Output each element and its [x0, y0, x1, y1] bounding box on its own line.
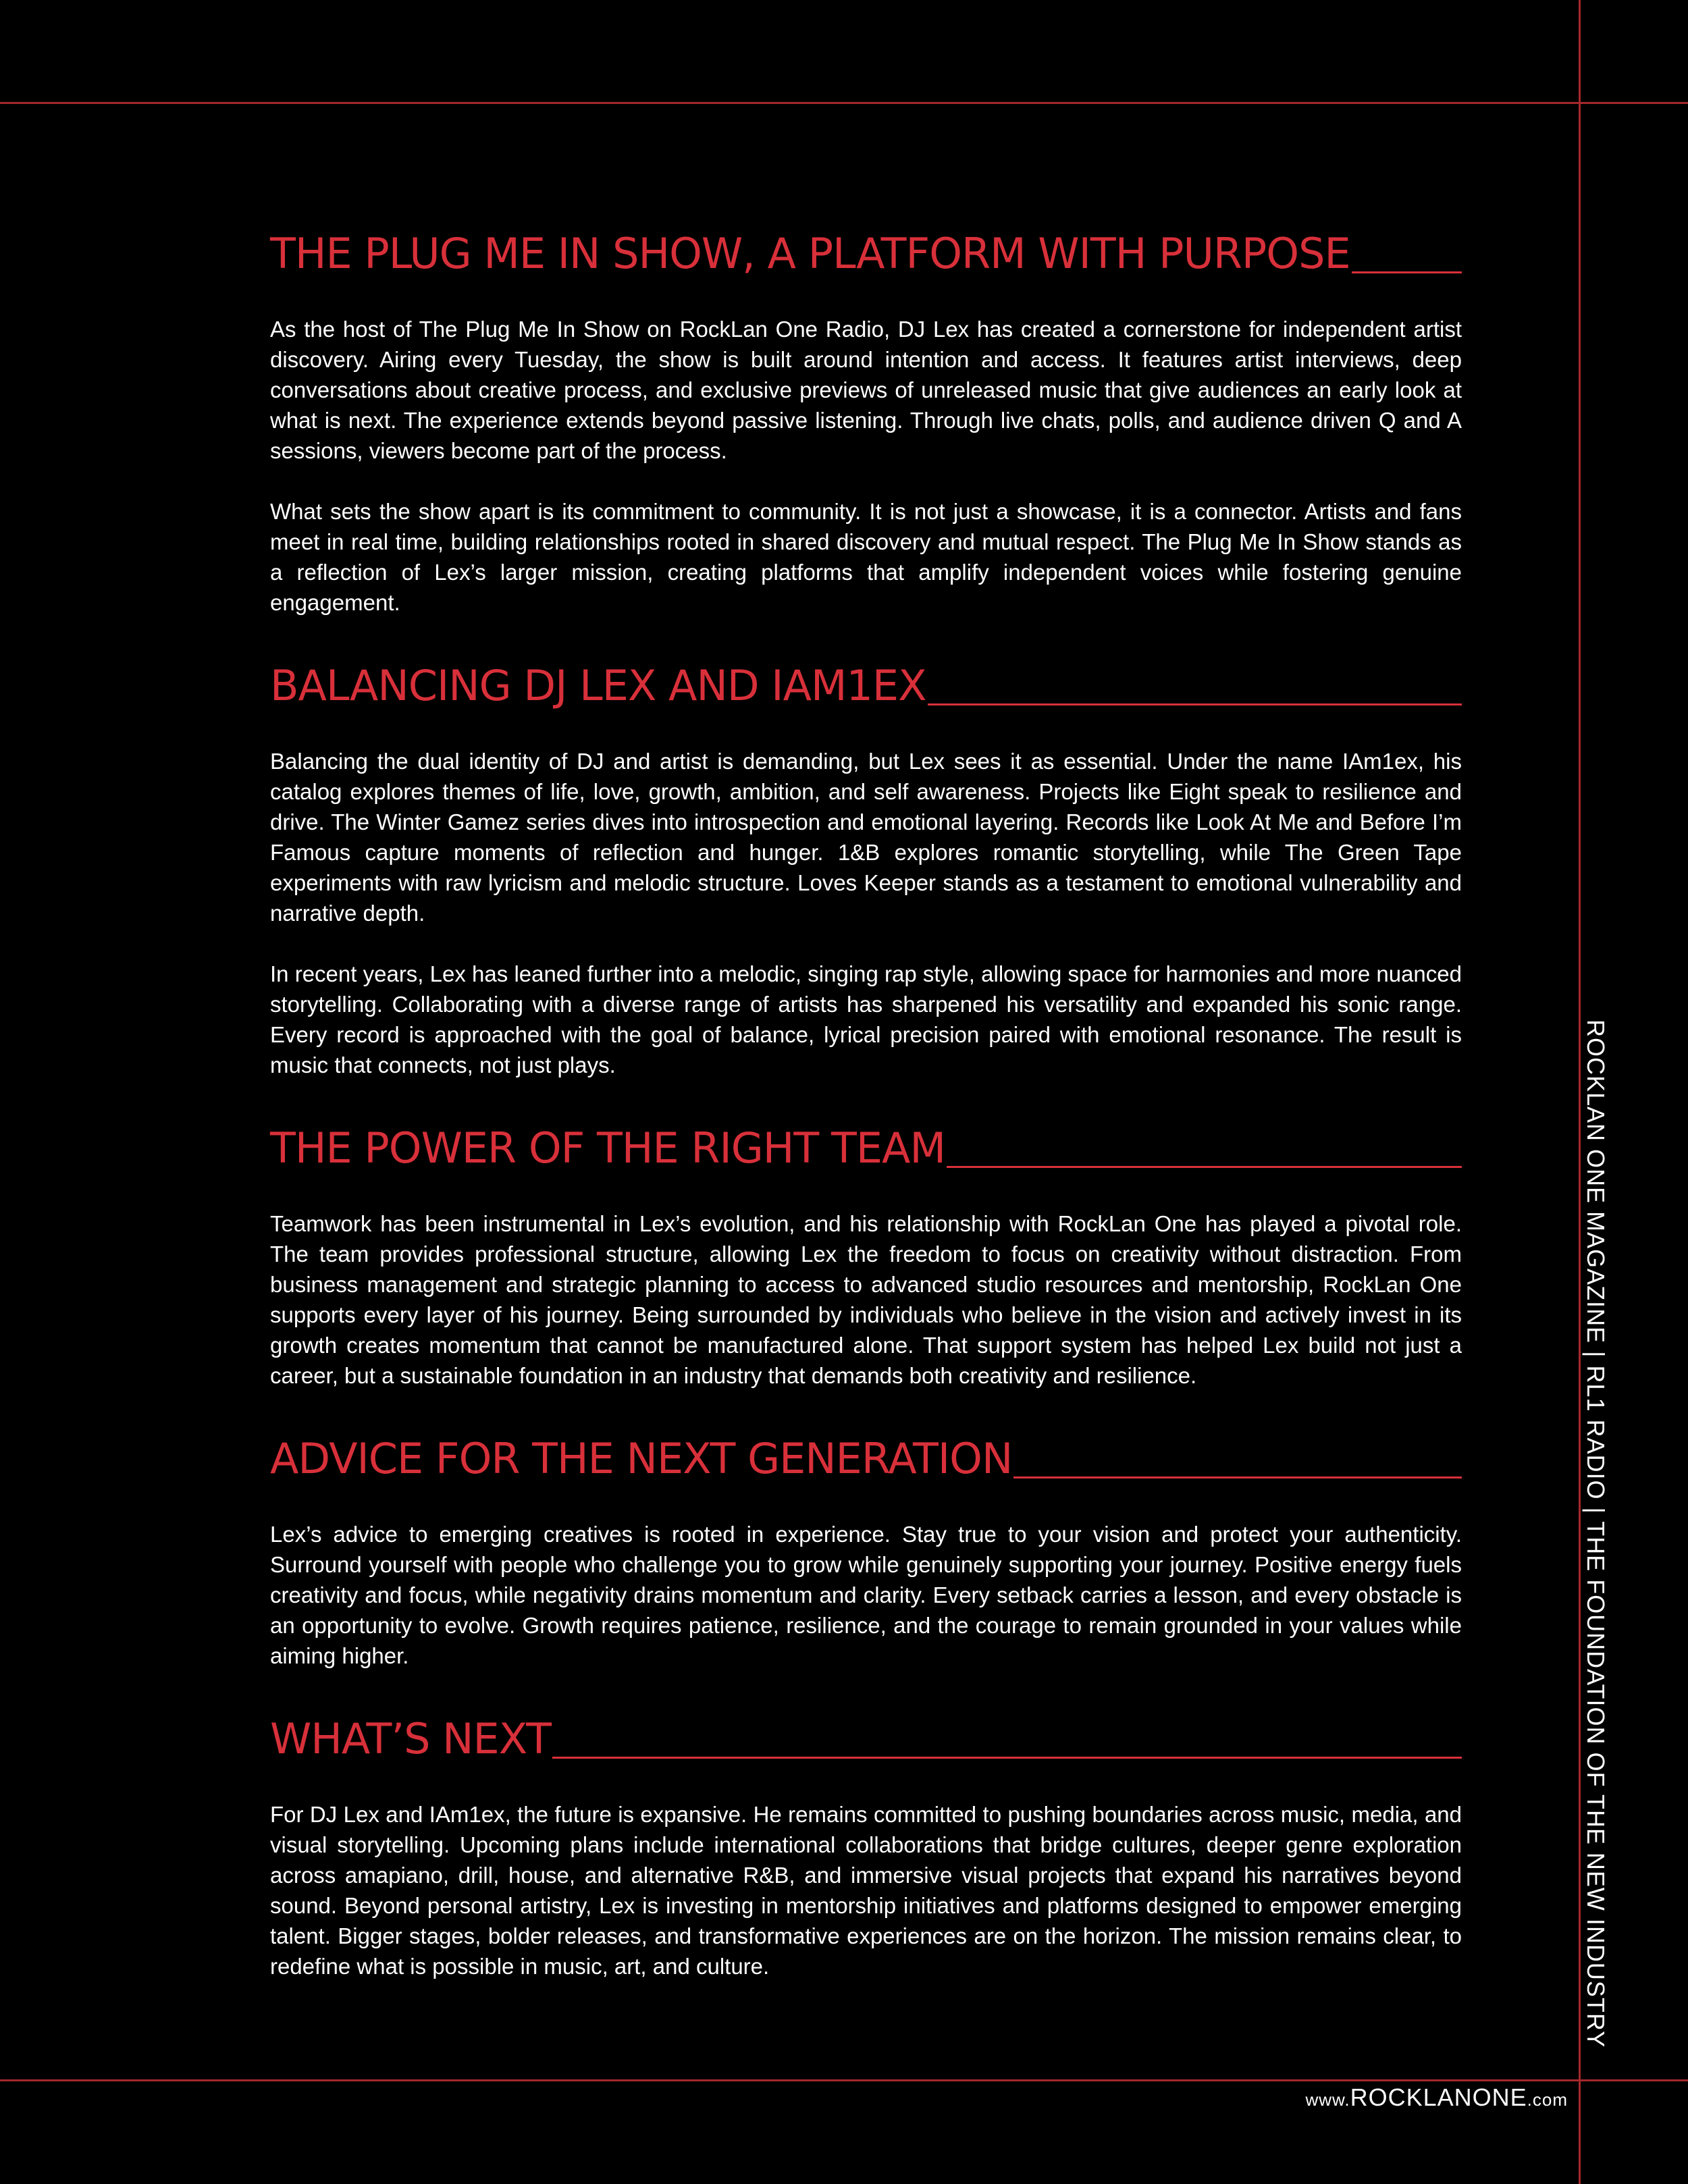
- heading-underline: [1352, 271, 1462, 273]
- url-prefix: www.: [1305, 2089, 1350, 2110]
- paragraph: In recent years, Lex has leaned further into a melodic, singing rap style, allowing space for harmonies and more nuanced storytelling. Collaborating with a diverse range of artists has sharpened his versatility and expanded his sonic range. Every record is approached with the goal of balance, lyrical precision paired with emotional resonance. The result is music that connects, not just plays.: [270, 961, 1462, 1077]
- section-heading: ADVICE FOR THE NEXT GENERATION: [270, 1438, 1462, 1480]
- section-heading: WHAT’S NEXT: [270, 1718, 1462, 1760]
- paragraph: Balancing the dual identity of DJ and artist is demanding, but Lex sees it as essential. Under the name IAm1ex, his catalog explores themes of life, love, growth, ambition, and self awareness. Projects like Eight speak to resilience and drive. The Winter Gamez series dives into introspection and emotional layering. Records like Look At Me and Before I’m Famous capture moments of reflection and hunger. 1&B explores romantic storytelling, while The Green Tape experiments with raw lyricism and melodic structure. Loves Keeper stands as a testament to emotional vulnerability and narrative depth.: [270, 749, 1462, 926]
- paragraph: Lex’s advice to emerging creatives is rooted in experience. Stay true to your vision and protect your authenticity. Surround yourself with people who challenge you to grow while genuinely supporting your journey. Positive energy fuels creativity and focus, while negativity drains momentum and clarity. Every setback carries a lesson, and every obstacle is an opportunity to evolve. Growth requires patience, resilience, and the courage to remain grounded in your values while aiming higher.: [270, 1522, 1462, 1668]
- paragraph: What sets the show apart is its commitment to community. It is not just a showcase, it is a connector. Artists and fans meet in real time, building relationships rooted in shared discovery and mutual respect. The Plug Me In Show stands as a reflection of Lex’s larger mission, creating platforms that amplify independent voices while fostering genuine engagement.: [270, 499, 1462, 615]
- section-whats-next: [270, 1714, 1462, 1981]
- section-right-team: [270, 1123, 1462, 1391]
- article-body: [270, 229, 1462, 1981]
- heading-underline: [947, 1166, 1462, 1168]
- heading-underline: [1013, 1476, 1462, 1479]
- heading-underline: [928, 703, 1462, 705]
- paragraph: Teamwork has been instrumental in Lex’s evolution, and his relationship with RockLan One has played a pivotal role. The team provides professional structure, allowing Lex the freedom to focus on creativity without distraction. From business management and strategic planning to access to advanced studio resources and mentorship, RockLan One supports every layer of his journey. Being surrounded by individuals who believe in the vision and actively invest in its growth creates momentum that cannot be manufactured alone. That support system has helped Lex build not just a career, but a sustainable foundation in an industry that demands both creativity and resilience.: [270, 1211, 1462, 1388]
- section-plug-me-in-show: [270, 229, 1462, 618]
- section-balancing-identities: [270, 661, 1462, 1080]
- top-rule: [0, 102, 1688, 104]
- paragraph: For DJ Lex and IAm1ex, the future is expansive. He remains committed to pushing boundaries across music, media, and visual storytelling. Upcoming plans include international collaborations that bridge cultures, deeper genre exploration across amapiano, drill, house, and alternative R&B, and immersive visual projects that expand his narratives beyond sound. Beyond personal artistry, Lex is investing in mentorship initiatives and platforms designed to empower emerging talent. Bigger stages, bolder releases, and transformative experiences are on the horizon. The mission remains clear, to redefine what is possible in music, art, and culture.: [270, 1802, 1462, 1979]
- footer-url[interactable]: [1305, 2083, 1568, 2112]
- section-heading: THE POWER OF THE RIGHT TEAM: [270, 1127, 1462, 1169]
- paragraph: As the host of The Plug Me In Show on RockLan One Radio, DJ Lex has created a cornerstone for independent artist discovery. Airing every Tuesday, the show is built around intention and access. It features artist interviews, deep conversations about creative process, and exclusive previews of unreleased music that give audiences an early look at what is next. The experience extends beyond passive listening. Through live chats, polls, and audience driven Q and A sessions, viewers become part of the process.: [270, 317, 1462, 463]
- url-main: ROCKLANONE: [1350, 2083, 1527, 2111]
- side-caption: ROCKLAN ONE MAGAZINE | RL1 RADIO | THE FOUNDATION OF THE NEW INDUSTRY: [1582, 1019, 1610, 2048]
- right-rule: [1579, 0, 1581, 2184]
- heading-underline: [552, 1757, 1462, 1759]
- section-advice: [270, 1434, 1462, 1671]
- url-suffix: .com: [1527, 2089, 1568, 2110]
- bottom-rule: [0, 2079, 1688, 2081]
- section-heading: BALANCING DJ LEX AND IAM1EX: [270, 665, 1462, 707]
- section-heading: THE PLUG ME IN SHOW, A PLATFORM WITH PURPOSE: [270, 233, 1462, 275]
